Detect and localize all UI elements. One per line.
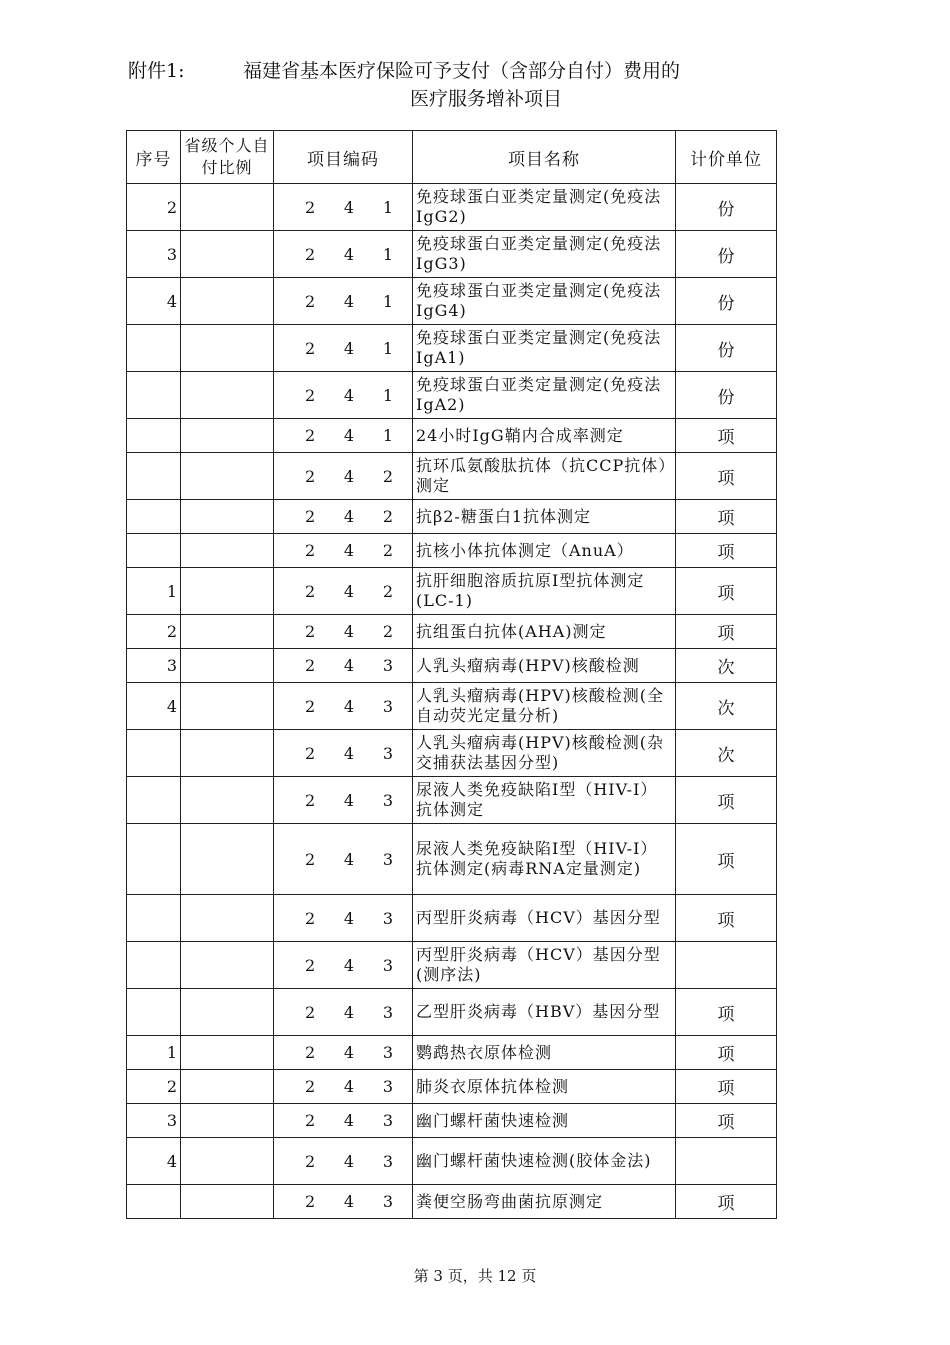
code-digit: 4 <box>343 1077 355 1096</box>
code-digits <box>277 426 409 445</box>
code-digit: 4 <box>343 955 355 975</box>
row-ratio <box>181 500 274 534</box>
code-digit: 2 <box>305 908 316 928</box>
code-digit: 4 <box>343 849 355 869</box>
row-unit: 份 <box>676 372 777 419</box>
row-code <box>274 1185 413 1219</box>
code-digit: 3 <box>382 908 393 928</box>
row-unit: 项 <box>676 615 777 649</box>
code-digits <box>277 791 409 810</box>
row-ratio <box>181 683 274 730</box>
code-digit: 2 <box>305 790 316 810</box>
table-row <box>127 615 777 649</box>
row-code <box>274 568 413 615</box>
row-code <box>274 683 413 730</box>
table-row <box>127 372 777 419</box>
code-digit: 2 <box>305 849 316 869</box>
row-number: 3 <box>127 649 181 683</box>
code-digit: 4 <box>343 581 355 601</box>
code-digit: 4 <box>343 743 355 763</box>
row-unit <box>676 1138 777 1185</box>
row-ratio <box>181 824 274 895</box>
row-unit: 项 <box>676 824 777 895</box>
code-digit: 2 <box>305 696 316 716</box>
code-digit: 2 <box>305 197 316 217</box>
table-row <box>127 453 777 500</box>
row-ratio <box>181 325 274 372</box>
code-digits <box>277 697 409 716</box>
table-row <box>127 942 777 989</box>
code-digit: 3 <box>382 1002 393 1022</box>
row-number: 4 <box>127 278 181 325</box>
code-digit: 4 <box>343 541 355 560</box>
row-number: 1 <box>127 1036 181 1070</box>
row-unit: 项 <box>676 777 777 824</box>
code-digit: 3 <box>382 656 393 675</box>
row-number <box>127 777 181 824</box>
row-item-name: 幽门螺杆菌快速检测(胶体金法) <box>413 1138 676 1185</box>
code-digit: 4 <box>343 790 355 810</box>
row-item-name: 抗肝细胞溶质抗原I型抗体测定(LC-1) <box>413 568 676 615</box>
code-digit: 4 <box>343 1043 355 1062</box>
code-digits <box>277 909 409 928</box>
row-code <box>274 419 413 453</box>
row-unit: 项 <box>676 895 777 942</box>
code-digit: 2 <box>382 541 393 560</box>
code-digit: 4 <box>343 244 355 264</box>
row-number <box>127 730 181 777</box>
code-digit: 4 <box>343 696 355 716</box>
row-item-name: 尿液人类免疫缺陷Ⅰ型（HIV-Ⅰ）抗体测定 <box>413 777 676 824</box>
code-digit: 4 <box>343 466 355 486</box>
row-ratio <box>181 231 274 278</box>
code-digits <box>277 622 409 641</box>
row-number <box>127 895 181 942</box>
code-digits <box>277 1111 409 1130</box>
table-row <box>127 1070 777 1104</box>
page-footer: 第 3 页，共 12 页 <box>413 1267 537 1285</box>
code-digits <box>277 744 409 763</box>
row-ratio <box>181 942 274 989</box>
code-digits <box>277 1077 409 1096</box>
row-code <box>274 372 413 419</box>
row-ratio <box>181 730 274 777</box>
code-digit: 2 <box>305 581 316 601</box>
row-number <box>127 824 181 895</box>
row-ratio <box>181 1138 274 1185</box>
row-number <box>127 419 181 453</box>
code-digit: 4 <box>343 507 355 526</box>
code-digit: 4 <box>343 622 355 641</box>
row-code <box>274 231 413 278</box>
code-digit: 2 <box>305 507 316 526</box>
row-ratio <box>181 895 274 942</box>
code-digit: 4 <box>343 1192 355 1211</box>
code-digits <box>277 386 409 405</box>
row-item-name: 人乳头瘤病毒(HPV)核酸检测(全自动荧光定量分析) <box>413 683 676 730</box>
row-unit: 次 <box>676 649 777 683</box>
row-item-name: 抗核小体抗体测定（AnuA） <box>413 534 676 568</box>
table-row <box>127 1036 777 1070</box>
row-unit: 项 <box>676 568 777 615</box>
row-code <box>274 989 413 1036</box>
code-digit: 3 <box>382 849 393 869</box>
table-body <box>127 184 777 1219</box>
col-header-name: 项目名称 <box>413 131 676 184</box>
code-digit: 2 <box>305 622 316 641</box>
row-unit: 次 <box>676 683 777 730</box>
code-digit: 2 <box>305 743 316 763</box>
code-digits <box>277 582 409 601</box>
row-unit: 份 <box>676 325 777 372</box>
row-item-name: 丙型肝炎病毒（HCV）基因分型(测序法) <box>413 942 676 989</box>
code-digit: 3 <box>382 1192 393 1211</box>
row-item-name: 抗组蛋白抗体(AHA)测定 <box>413 615 676 649</box>
row-number <box>127 1185 181 1219</box>
row-item-name: 抗环瓜氨酸肽抗体（抗CCP抗体）测定 <box>413 453 676 500</box>
row-item-name: 24小时IgG鞘内合成率测定 <box>413 419 676 453</box>
row-unit <box>676 942 777 989</box>
row-code <box>274 453 413 500</box>
row-code <box>274 824 413 895</box>
code-digits <box>277 1192 409 1211</box>
code-digits <box>277 245 409 264</box>
row-item-name: 幽门螺杆菌快速检测 <box>413 1104 676 1138</box>
row-item-name: 粪便空肠弯曲菌抗原测定 <box>413 1185 676 1219</box>
row-code <box>274 325 413 372</box>
row-item-name: 肺炎衣原体抗体检测 <box>413 1070 676 1104</box>
table-row <box>127 500 777 534</box>
code-digit: 3 <box>382 1111 393 1130</box>
row-number: 3 <box>127 1104 181 1138</box>
row-unit: 项 <box>676 1036 777 1070</box>
code-digit: 4 <box>343 291 355 311</box>
code-digit: 3 <box>382 1151 393 1171</box>
code-digit: 1 <box>382 197 393 217</box>
row-unit: 项 <box>676 1185 777 1219</box>
code-digits <box>277 292 409 311</box>
table-row <box>127 278 777 325</box>
row-number <box>127 500 181 534</box>
code-digit: 3 <box>382 696 393 716</box>
row-item-name: 人乳头瘤病毒(HPV)核酸检测 <box>413 649 676 683</box>
row-number <box>127 453 181 500</box>
code-digits <box>277 956 409 975</box>
table-row <box>127 1138 777 1185</box>
code-digit: 2 <box>305 426 316 445</box>
row-ratio <box>181 649 274 683</box>
code-digits <box>277 467 409 486</box>
code-digit: 3 <box>382 1077 393 1096</box>
row-ratio <box>181 372 274 419</box>
table-row <box>127 419 777 453</box>
row-ratio <box>181 453 274 500</box>
row-unit: 项 <box>676 1070 777 1104</box>
row-number <box>127 989 181 1036</box>
row-number <box>127 942 181 989</box>
col-header-no: 序号 <box>127 131 181 184</box>
code-digit: 4 <box>343 1002 355 1022</box>
row-number <box>127 534 181 568</box>
table-header-row <box>127 131 777 184</box>
table-row <box>127 184 777 231</box>
row-ratio <box>181 419 274 453</box>
code-digit: 2 <box>305 1043 316 1062</box>
table-row <box>127 534 777 568</box>
code-digits <box>277 1003 409 1022</box>
row-number: 2 <box>127 615 181 649</box>
code-digit: 2 <box>305 244 316 264</box>
code-digit: 3 <box>382 955 393 975</box>
code-digit: 4 <box>343 338 355 358</box>
row-unit: 次 <box>676 730 777 777</box>
row-code <box>274 942 413 989</box>
code-digit: 2 <box>382 581 393 601</box>
code-digit: 2 <box>305 541 316 560</box>
code-digit: 2 <box>305 1151 316 1171</box>
row-number: 1 <box>127 568 181 615</box>
table-row <box>127 777 777 824</box>
code-digit: 4 <box>343 197 355 217</box>
code-digits <box>277 850 409 869</box>
code-digits <box>277 339 409 358</box>
code-digit: 1 <box>382 291 393 311</box>
attachment-label: 附件1: <box>128 60 185 82</box>
row-ratio <box>181 777 274 824</box>
row-unit: 项 <box>676 419 777 453</box>
code-digits <box>277 198 409 217</box>
row-item-name: 免疫球蛋白亚类定量测定(免疫法IgA2) <box>413 372 676 419</box>
code-digit: 2 <box>305 1002 316 1022</box>
row-item-name: 鹦鹉热衣原体检测 <box>413 1036 676 1070</box>
row-item-name: 尿液人类免疫缺陷Ⅰ型（HIV-Ⅰ）抗体测定(病毒RNA定量测定) <box>413 824 676 895</box>
table-row <box>127 730 777 777</box>
code-digit: 1 <box>382 385 393 405</box>
code-digit: 2 <box>382 466 393 486</box>
table-row <box>127 989 777 1036</box>
code-digit: 2 <box>382 507 393 526</box>
code-digit: 2 <box>305 1111 316 1130</box>
row-code <box>274 500 413 534</box>
row-code <box>274 777 413 824</box>
code-digit: 1 <box>382 338 393 358</box>
code-digits <box>277 1152 409 1171</box>
code-digit: 3 <box>382 743 393 763</box>
row-code <box>274 1138 413 1185</box>
row-item-name: 人乳头瘤病毒(HPV)核酸检测(杂交捕获法基因分型) <box>413 730 676 777</box>
code-digit: 4 <box>343 385 355 405</box>
row-code <box>274 730 413 777</box>
row-ratio <box>181 989 274 1036</box>
code-digit: 1 <box>382 426 393 445</box>
col-header-code: 项目编码 <box>274 131 413 184</box>
code-digit: 2 <box>305 291 316 311</box>
code-digits <box>277 656 409 675</box>
row-item-name: 免疫球蛋白亚类定量测定(免疫法IgG3) <box>413 231 676 278</box>
row-number: 4 <box>127 683 181 730</box>
row-code <box>274 1104 413 1138</box>
code-digit: 4 <box>343 656 355 675</box>
code-digit: 3 <box>382 790 393 810</box>
code-digit: 4 <box>343 1151 355 1171</box>
row-ratio <box>181 615 274 649</box>
row-code <box>274 1036 413 1070</box>
row-unit: 项 <box>676 453 777 500</box>
code-digit: 2 <box>305 1192 316 1211</box>
code-digits <box>277 541 409 560</box>
row-ratio <box>181 534 274 568</box>
col-header-ratio: 省级个人自付比例 <box>181 131 274 184</box>
code-digit: 2 <box>305 338 316 358</box>
row-code <box>274 534 413 568</box>
code-digits <box>277 507 409 526</box>
row-unit: 项 <box>676 989 777 1036</box>
document-title-line1: 福建省基本医疗保险可予支付（含部分自付）费用的 <box>243 60 681 82</box>
code-digit: 2 <box>305 1077 316 1096</box>
row-ratio <box>181 278 274 325</box>
row-number: 3 <box>127 231 181 278</box>
row-ratio <box>181 1185 274 1219</box>
row-ratio <box>181 1070 274 1104</box>
code-digit: 2 <box>305 385 316 405</box>
row-unit: 份 <box>676 231 777 278</box>
table-row <box>127 231 777 278</box>
code-digit: 1 <box>382 244 393 264</box>
table-row <box>127 568 777 615</box>
code-digit: 2 <box>382 622 393 641</box>
table-row <box>127 649 777 683</box>
row-code <box>274 1070 413 1104</box>
table-row <box>127 325 777 372</box>
row-unit: 份 <box>676 184 777 231</box>
row-ratio <box>181 568 274 615</box>
row-unit: 项 <box>676 500 777 534</box>
table-row <box>127 1185 777 1219</box>
code-digit: 2 <box>305 955 316 975</box>
table-row <box>127 1104 777 1138</box>
code-digit: 2 <box>305 466 316 486</box>
code-digit: 2 <box>305 656 316 675</box>
code-digit: 4 <box>343 1111 355 1130</box>
row-unit: 项 <box>676 1104 777 1138</box>
table-row <box>127 683 777 730</box>
row-ratio <box>181 1036 274 1070</box>
row-code <box>274 615 413 649</box>
table-row <box>127 895 777 942</box>
row-item-name: 免疫球蛋白亚类定量测定(免疫法IgG4) <box>413 278 676 325</box>
row-number: 2 <box>127 184 181 231</box>
row-item-name: 丙型肝炎病毒（HCV）基因分型 <box>413 895 676 942</box>
row-number <box>127 372 181 419</box>
row-item-name: 抗β2-糖蛋白1抗体测定 <box>413 500 676 534</box>
col-header-unit: 计价单位 <box>676 131 777 184</box>
row-number: 4 <box>127 1138 181 1185</box>
code-digits <box>277 1043 409 1062</box>
row-unit: 份 <box>676 278 777 325</box>
row-ratio <box>181 1104 274 1138</box>
row-item-name: 乙型肝炎病毒（HBV）基因分型 <box>413 989 676 1036</box>
items-table <box>126 130 777 1219</box>
row-ratio <box>181 184 274 231</box>
document-title-line2: 医疗服务增补项目 <box>410 88 563 110</box>
row-code <box>274 184 413 231</box>
code-digit: 4 <box>343 426 355 445</box>
code-digit: 4 <box>343 908 355 928</box>
row-item-name: 免疫球蛋白亚类定量测定(免疫法IgG2) <box>413 184 676 231</box>
code-digit: 3 <box>382 1043 393 1062</box>
row-unit: 项 <box>676 534 777 568</box>
row-code <box>274 649 413 683</box>
row-number: 2 <box>127 1070 181 1104</box>
row-item-name: 免疫球蛋白亚类定量测定(免疫法IgA1) <box>413 325 676 372</box>
row-code <box>274 278 413 325</box>
row-number <box>127 325 181 372</box>
row-code <box>274 895 413 942</box>
table-row <box>127 824 777 895</box>
